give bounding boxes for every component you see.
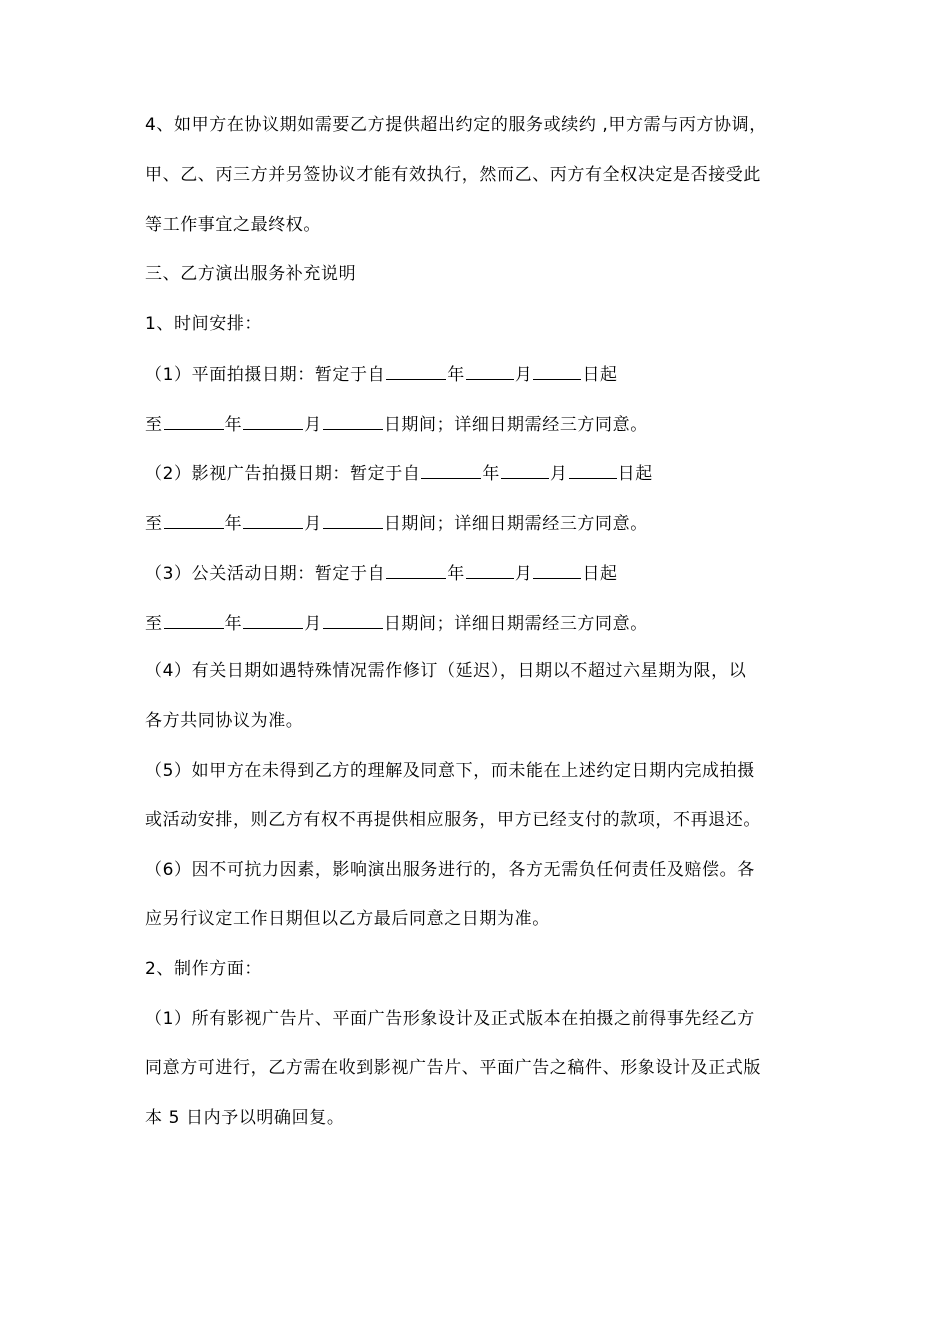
paragraph-4-line-1: 4、如甲方在协议期如需要乙方提供超出约定的服务或续约 ,甲方需与丙方协调， bbox=[145, 115, 767, 135]
subsection-1-heading: 1、时间安排： bbox=[145, 314, 263, 334]
day-end-label: 日期间；详细日期需经三方同意。 bbox=[383, 415, 648, 435]
item-2-date-start-line bbox=[145, 460, 653, 484]
month-blank bbox=[466, 560, 514, 579]
month-blank bbox=[243, 510, 303, 529]
production-item-1-line-1: （1）所有影视广告片、平面广告形象设计及正式版本在拍摄之前得事先经乙方 bbox=[145, 1009, 755, 1029]
year-blank bbox=[164, 610, 224, 629]
item-3-date-end-line bbox=[145, 610, 648, 634]
item-5-line-2: 或活动安排，则乙方有权不再提供相应服务，甲方已经支付的款项，不再退还。 bbox=[145, 810, 761, 830]
item-1-date-start-line bbox=[145, 361, 618, 385]
month-label: 月 bbox=[514, 564, 533, 584]
year-blank bbox=[386, 361, 446, 380]
paragraph-4-line-2: 甲、乙、丙三方并另签协议才能有效执行，然而乙、丙方有全权决定是否接受此 bbox=[145, 165, 761, 185]
year-label: 年 bbox=[224, 415, 243, 435]
to-label: 至 bbox=[145, 415, 163, 435]
month-label: 月 bbox=[304, 614, 322, 634]
day-end-label: 日期间；详细日期需经三方同意。 bbox=[383, 614, 648, 634]
year-label: 年 bbox=[447, 365, 465, 385]
day-start-label: 日起 bbox=[582, 564, 618, 584]
month-blank bbox=[501, 460, 549, 479]
day-start-label: 日起 bbox=[582, 365, 618, 385]
year-blank bbox=[386, 560, 446, 579]
month-label: 月 bbox=[304, 415, 322, 435]
day-blank bbox=[569, 460, 617, 479]
to-label: 至 bbox=[145, 614, 163, 634]
day-blank bbox=[323, 411, 383, 430]
year-blank bbox=[421, 460, 481, 479]
day-blank bbox=[323, 510, 383, 529]
day-blank bbox=[533, 361, 581, 380]
item-2-date-end-line bbox=[145, 510, 648, 534]
item-6-line-2: 应另行议定工作日期但以乙方最后同意之日期为准。 bbox=[145, 909, 550, 929]
year-blank bbox=[164, 510, 224, 529]
item-1-date-end-line bbox=[145, 411, 648, 435]
paragraph-4-line-3: 等工作事宜之最终权。 bbox=[145, 215, 321, 235]
month-label: 月 bbox=[550, 464, 568, 484]
month-blank bbox=[466, 361, 514, 380]
day-end-label: 日期间；详细日期需经三方同意。 bbox=[383, 514, 648, 534]
item-6-line-1: （6）因不可抗力因素，影响演出服务进行的，各方无需负任何责任及赔偿。各 bbox=[145, 860, 755, 880]
section-3-heading: 三、乙方演出服务补充说明 bbox=[145, 264, 357, 284]
item-1-label: （1）平面拍摄日期：暂定于自 bbox=[145, 365, 386, 385]
item-2-label: （2）影视广告拍摄日期：暂定于自 bbox=[145, 464, 421, 484]
to-label: 至 bbox=[145, 514, 163, 534]
day-start-label: 日起 bbox=[617, 464, 653, 484]
year-blank bbox=[164, 411, 224, 430]
item-3-date-start-line bbox=[145, 560, 618, 584]
item-4-line-1: （4）有关日期如遇特殊情况需作修订（延迟），日期以不超过六星期为限，以 bbox=[145, 661, 747, 681]
month-label: 月 bbox=[304, 514, 322, 534]
day-blank bbox=[533, 560, 581, 579]
year-label: 年 bbox=[224, 514, 243, 534]
production-item-1-line-3: 本 5 日内予以明确回复。 bbox=[145, 1108, 345, 1128]
year-label: 年 bbox=[482, 464, 501, 484]
item-4-line-2: 各方共同协议为准。 bbox=[145, 711, 304, 731]
month-label: 月 bbox=[514, 365, 533, 385]
item-3-label: （3）公关活动日期：暂定于自 bbox=[145, 564, 386, 584]
year-label: 年 bbox=[447, 564, 465, 584]
production-item-1-line-2: 同意方可进行，乙方需在收到影视广告片、平面广告之稿件、形象设计及正式版 bbox=[145, 1058, 761, 1078]
day-blank bbox=[323, 610, 383, 629]
month-blank bbox=[243, 610, 303, 629]
month-blank bbox=[243, 411, 303, 430]
subsection-2-heading: 2、制作方面： bbox=[145, 959, 263, 979]
item-5-line-1: （5）如甲方在未得到乙方的理解及同意下，而未能在上述约定日期内完成拍摄 bbox=[145, 761, 755, 781]
year-label: 年 bbox=[224, 614, 243, 634]
